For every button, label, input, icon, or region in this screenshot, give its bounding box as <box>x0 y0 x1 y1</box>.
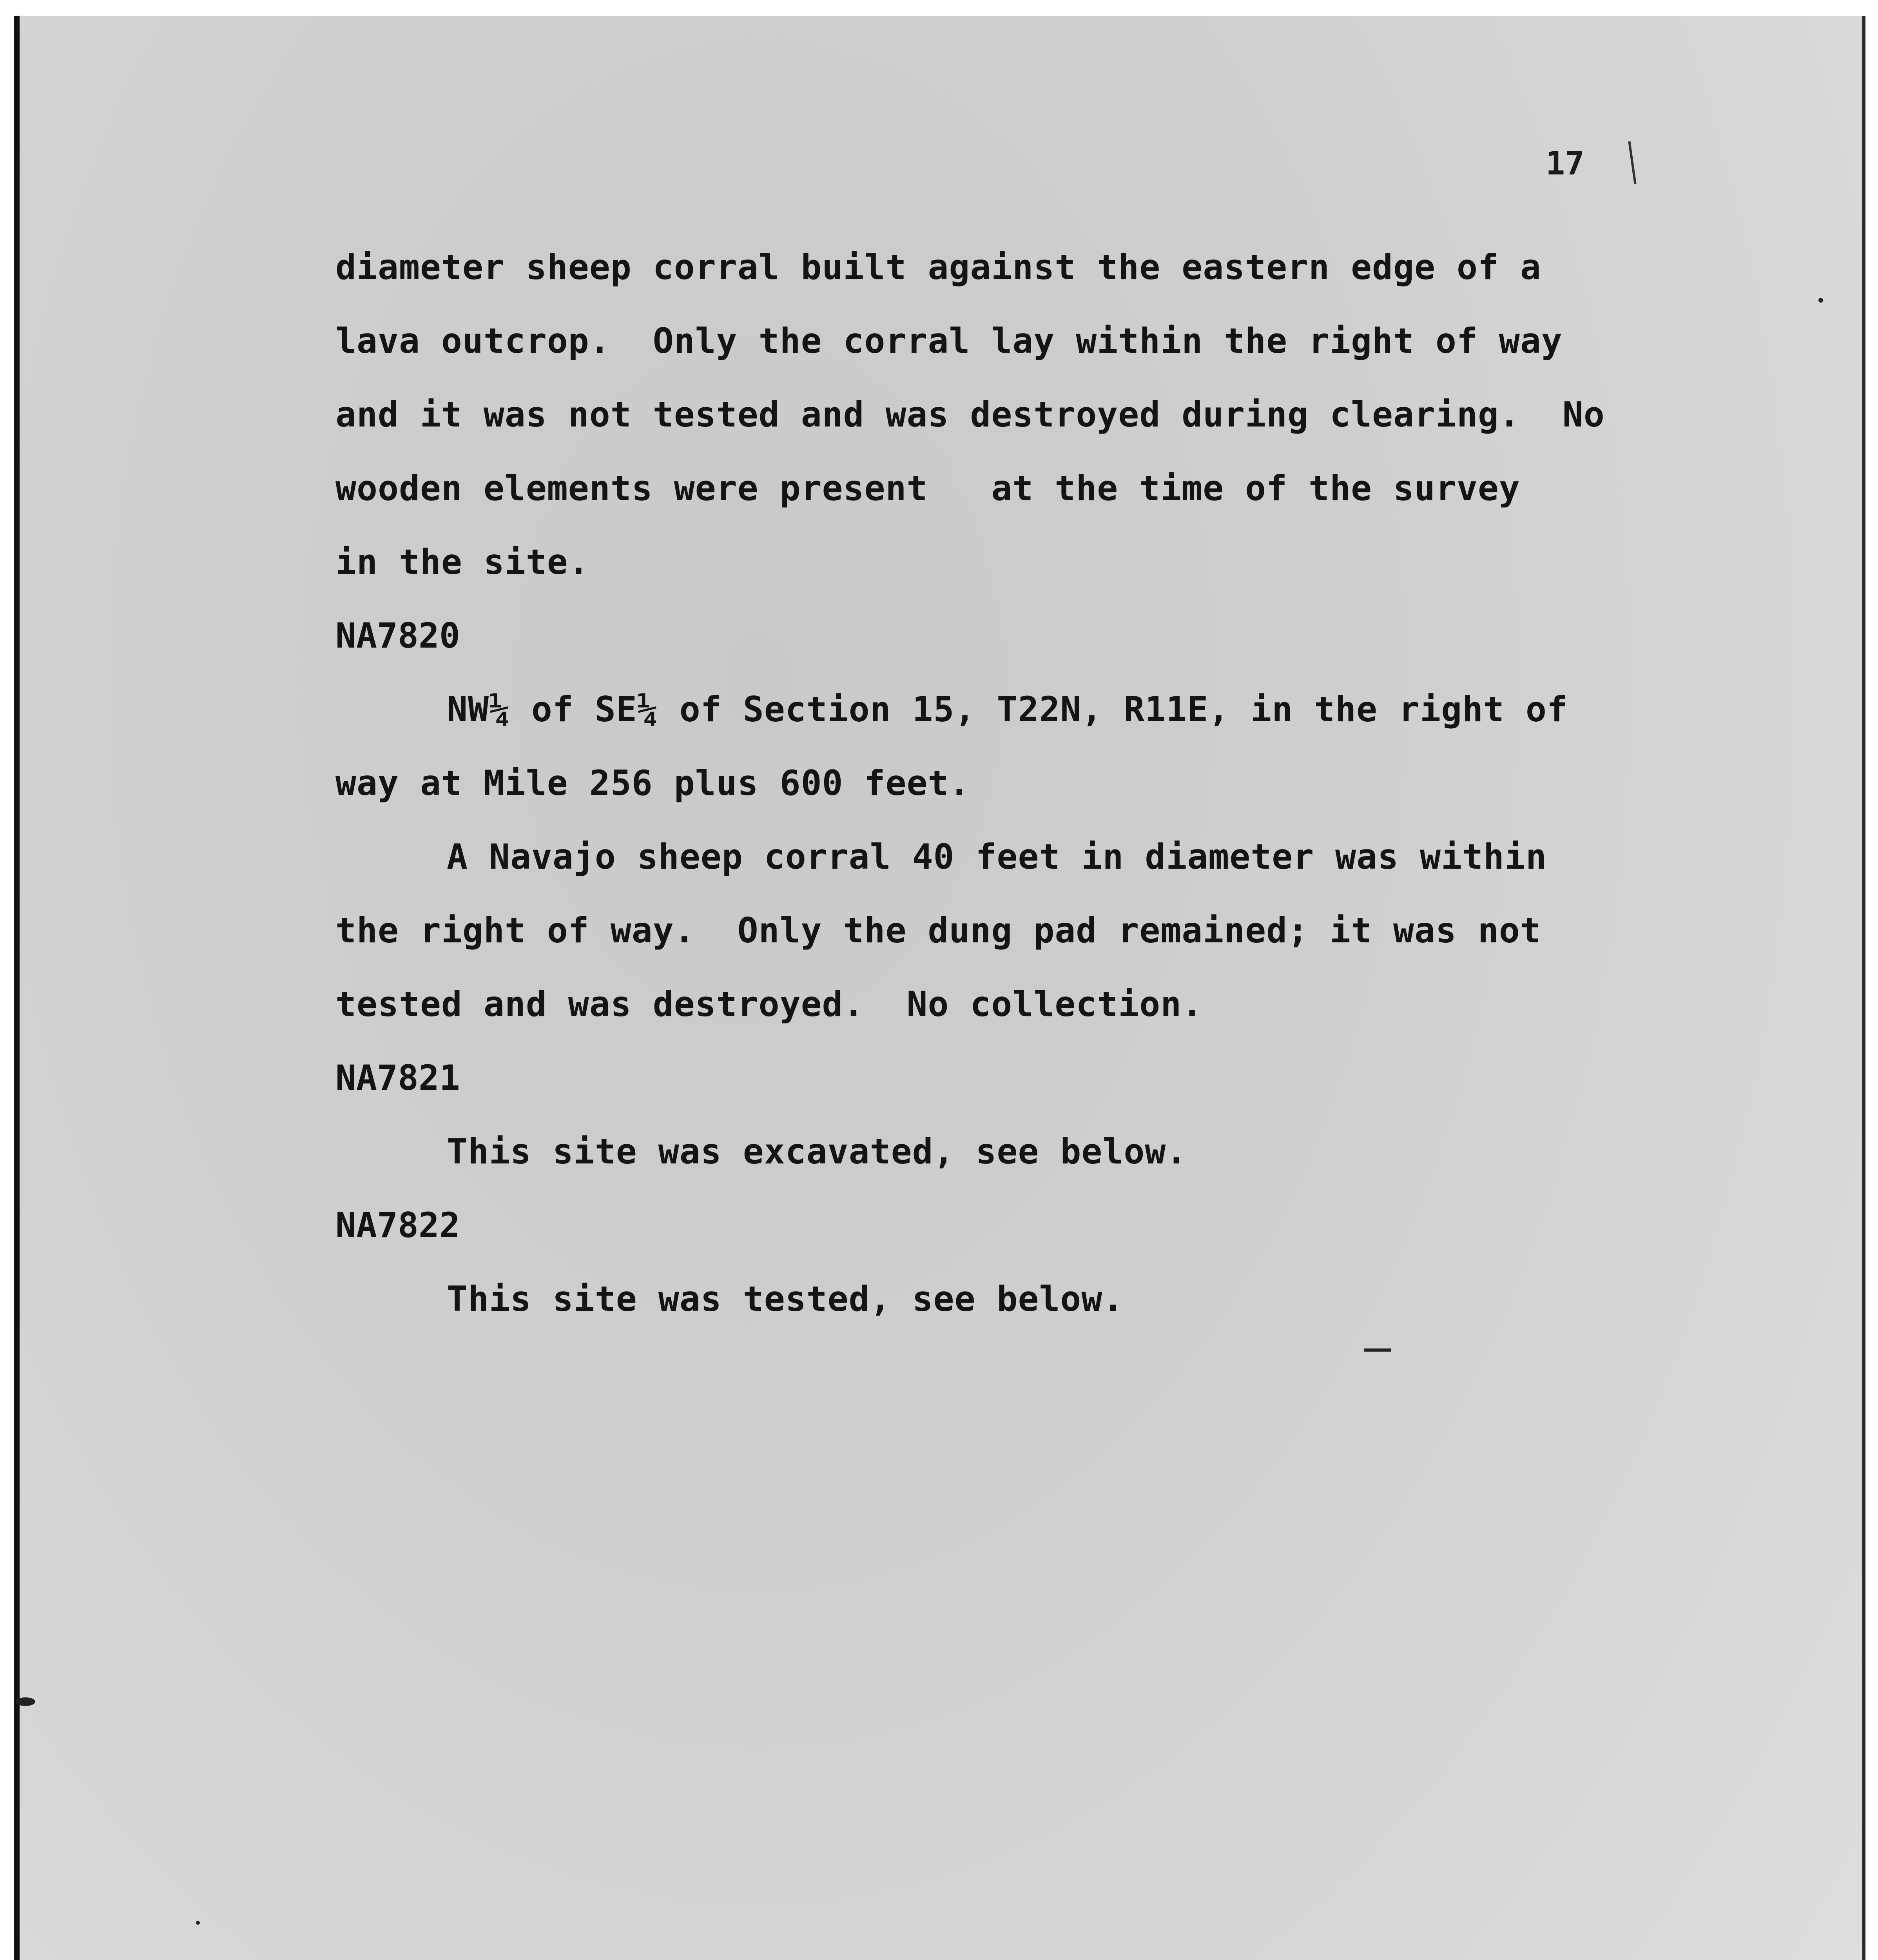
site-heading: NA7822 <box>335 1205 460 1245</box>
site-note: This site was excavated, see below. <box>447 1131 1187 1172</box>
location-line: way at Mile 256 plus 600 feet. <box>335 763 970 803</box>
paragraph-line: and it was not tested and was destroyed during clearing. No <box>335 394 1605 435</box>
paragraph-line: lava outcrop. Only the corral lay within the right of way <box>335 321 1563 361</box>
description-line: the right of way. Only the dung pad remained; it was not <box>335 910 1541 951</box>
sheet-right-edge <box>1862 16 1865 1960</box>
dust-speck <box>16 1697 35 1706</box>
paragraph-line: diameter sheep corral built against the eastern edge of a <box>335 247 1541 287</box>
page-number: 17 <box>1546 145 1584 182</box>
dust-speck <box>1364 1348 1391 1352</box>
paragraph-line: in the site. <box>335 542 589 582</box>
site-note: This site was tested, see below. <box>447 1279 1124 1319</box>
site-heading: NA7820 <box>335 615 460 656</box>
location-line: NW¼ of SE¼ of Section 15, T22N, R11E, in the right of <box>447 689 1568 730</box>
site-heading: NA7821 <box>335 1058 460 1098</box>
paragraph-line: wooden elements were present at the time of the survey <box>335 468 1520 508</box>
description-line: A Navajo sheep corral 40 feet in diameter was within <box>447 837 1547 877</box>
dust-speck <box>196 1921 200 1925</box>
description-line: tested and was destroyed. No collection. <box>335 984 1203 1024</box>
dust-speck <box>1818 298 1823 303</box>
